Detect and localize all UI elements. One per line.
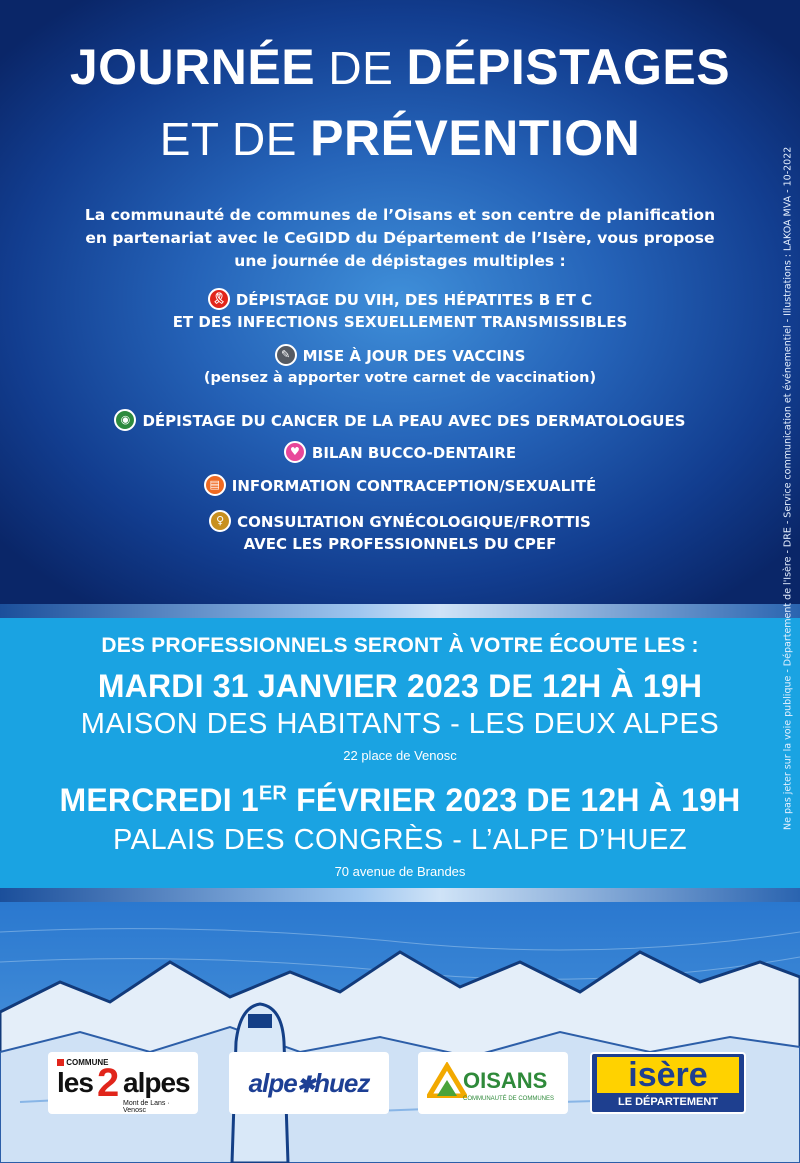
band-heading: DES PROFESSIONNELS SERONT À VOTRE ÉCOUTE LES :	[101, 634, 699, 657]
service-item-skin: ◉ DÉPISTAGE DU CANCER DE LA PEAU AVEC DES DERMATOLOGUES	[40, 409, 760, 432]
syringe-icon: ✎	[275, 344, 297, 366]
service-item-hiv: 🎗 DÉPISTAGE DU VIH, DES HÉPATITES B ET C ET DES INFECTIONS SEXUELLEMENT TRANSMISSIBLES	[40, 288, 760, 333]
uterus-icon: ♀	[209, 510, 231, 532]
service-item-gyneco: ♀ CONSULTATION GYNÉCOLOGIQUE/FROTTIS AVEC LES PROFESSIONNELS DU CPEF	[40, 510, 760, 555]
dates-band	[0, 618, 800, 888]
logo-oisans: OISANS COMMUNAUTÉ DE COMMUNES	[418, 1052, 568, 1114]
logo-les-2-alpes: COMMUNE les 2 alpes Mont de Lans · Venosc	[48, 1052, 198, 1114]
service-item-dental: ♥ BILAN BUCCO-DENTAIRE	[40, 441, 760, 464]
title-line-1: JOURNÉE DE DÉPISTAGES	[69, 39, 731, 95]
tooth-icon: ♥	[284, 441, 306, 463]
venue-1: MAISON DES HABITANTS - LES DEUX ALPES	[80, 708, 720, 740]
mountain-illustration-svg	[0, 902, 800, 1163]
page-title	[0, 38, 800, 180]
service-item-vaccines: ✎ MISE À JOUR DES VACCINS (pensez à apporter votre carnet de vaccination)	[40, 344, 760, 389]
pill-icon: ▤	[204, 474, 226, 496]
address-1: 22 place de Venosc	[343, 748, 457, 763]
logo-alpe-huez: alpe✱huez	[229, 1052, 389, 1114]
ribbon-icon: 🎗	[208, 288, 230, 310]
skin-icon: ◉	[114, 409, 136, 431]
band-top-edge	[0, 604, 800, 618]
oisans-mountain-icon	[427, 1062, 467, 1098]
date-2: MERCREDI 1ER FÉVRIER 2023 DE 12H À 19H	[59, 782, 741, 818]
venue-2: PALAIS DES CONGRÈS - L’ALPE D’HUEZ	[112, 824, 688, 856]
band-bottom-edge	[0, 888, 800, 902]
service-item-contraception: ▤ INFORMATION CONTRACEPTION/SEXUALITÉ	[40, 474, 760, 497]
title-line-2: ET DE PRÉVENTION	[159, 110, 641, 166]
side-credit: Ne pas jeter sur la voie publique - Département de l'Isère - DRE - Service communication et événementiel - Illustrations : LAKOA MVA - 10-2022	[782, 146, 794, 830]
logo-isere: isère LE DÉPARTEMENT	[590, 1052, 746, 1114]
address-2: 70 avenue de Brandes	[334, 864, 466, 879]
intro-text: La communauté de communes de l’Oisans et son centre de planification en partenariat avec le CeGIDD du Département de l’Isère, vous propose une journée de dépistages multiples :	[84, 206, 716, 270]
mountain-illustration	[0, 902, 800, 1163]
date-1: MARDI 31 JANVIER 2023 DE 12H À 19H	[97, 668, 703, 704]
